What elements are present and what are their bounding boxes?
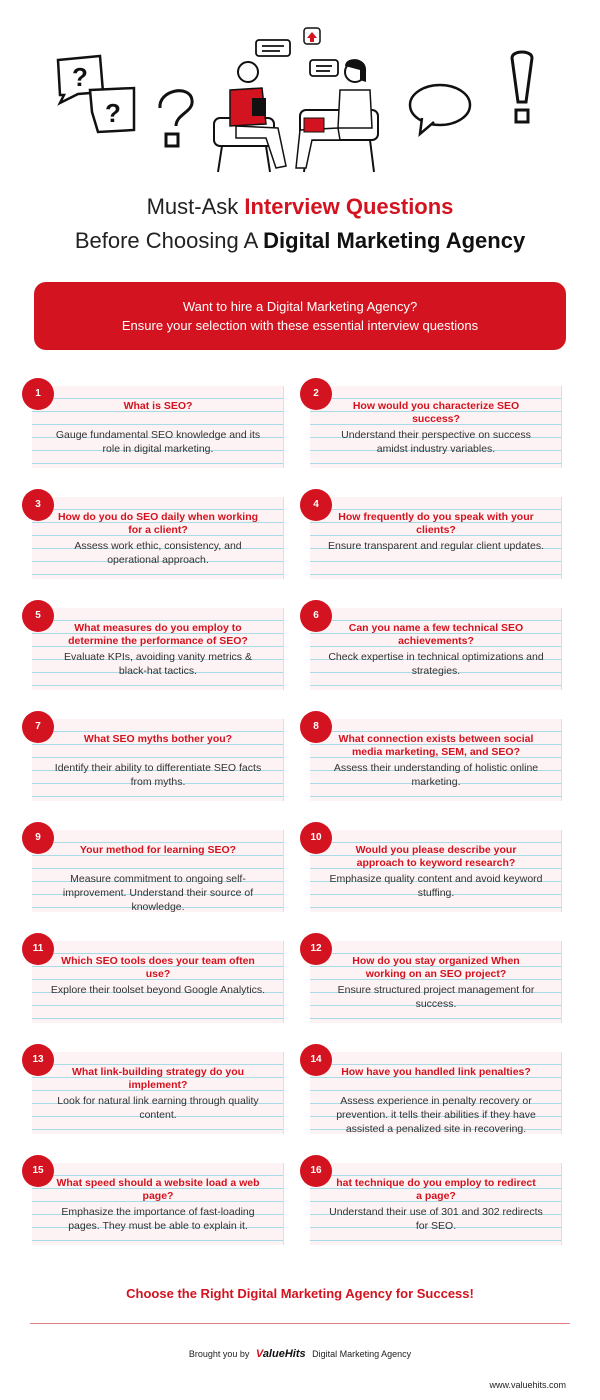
card-number-badge: 9 bbox=[22, 822, 54, 854]
card-number-badge: 16 bbox=[300, 1155, 332, 1187]
card-number-badge: 2 bbox=[300, 378, 332, 410]
card-number-badge: 15 bbox=[22, 1155, 54, 1187]
card-question: What link-building strategy do you implement? bbox=[71, 1066, 245, 1091]
intro-banner bbox=[34, 282, 566, 350]
footer-cta: Choose the Right Digital Marketing Agency for Success! bbox=[126, 1286, 474, 1301]
brought-suffix: Digital Marketing Agency bbox=[312, 1349, 412, 1359]
question-card bbox=[300, 378, 562, 468]
title-line2-prefix: Before Choosing A bbox=[74, 228, 264, 253]
card-number-badge: 7 bbox=[22, 711, 54, 743]
card-question: What is SEO? bbox=[123, 400, 193, 412]
card-number-badge: 5 bbox=[22, 600, 54, 632]
card-answer: Emphasize quality content and avoid keyword stuffing. bbox=[329, 873, 543, 899]
card-answer: Ensure structured project management for success. bbox=[337, 984, 535, 1010]
card-number-badge: 8 bbox=[300, 711, 332, 743]
question-card bbox=[22, 600, 284, 690]
brought-prefix: Brought you by bbox=[188, 1349, 250, 1359]
card-answer: Gauge fundamental SEO knowledge and its role in digital marketing. bbox=[55, 429, 261, 455]
banner-line2: Ensure your selection with these essential interview questions bbox=[121, 318, 479, 333]
card-answer: Understand their use of 301 and 302 redirects for SEO. bbox=[329, 1206, 543, 1232]
valuehits-logo: ValueHits bbox=[255, 1348, 306, 1360]
card-number-badge: 6 bbox=[300, 600, 332, 632]
card-question: hat technique do you employ to redirect a page? bbox=[336, 1177, 536, 1202]
title-line2-highlight: Digital Marketing Agency bbox=[263, 228, 526, 253]
card-question: How frequently do you speak with your clients? bbox=[338, 511, 534, 536]
card-question: How would you characterize SEO success? bbox=[352, 400, 520, 425]
upload-arrow-icon bbox=[304, 28, 320, 44]
card-number-badge: 11 bbox=[22, 933, 54, 965]
card-number-badge: 12 bbox=[300, 933, 332, 965]
svg-text:?: ? bbox=[72, 62, 88, 92]
card-answer: Explore their toolset beyond Google Analytics. bbox=[50, 984, 266, 996]
people-illustration bbox=[214, 59, 378, 172]
card-question: Your method for learning SEO? bbox=[79, 844, 237, 856]
question-card bbox=[300, 933, 562, 1023]
card-number-badge: 13 bbox=[22, 1044, 54, 1076]
card-question: How do you do SEO daily when working for a client? bbox=[57, 511, 259, 536]
speech-bubble-icon bbox=[410, 85, 470, 134]
hero-illustration bbox=[0, 0, 600, 185]
site-url: www.valuehits.com bbox=[489, 1380, 566, 1390]
card-question: Can you name a few technical SEO achievements? bbox=[348, 622, 524, 647]
card-answer: Identify their ability to differentiate SEO facts from myths. bbox=[54, 762, 262, 788]
card-answer: Understand their perspective on success amidst industry variables. bbox=[341, 429, 531, 455]
brought-by bbox=[0, 1348, 600, 1360]
card-answer: Evaluate KPIs, avoiding vanity metrics & black-hat tactics. bbox=[64, 651, 252, 677]
page-title bbox=[0, 190, 600, 258]
question-card bbox=[22, 1044, 284, 1134]
divider bbox=[30, 1323, 570, 1324]
question-card bbox=[22, 933, 284, 1023]
card-number-badge: 10 bbox=[300, 822, 332, 854]
question-card bbox=[22, 378, 284, 468]
card-answer: Emphasize the importance of fast-loading pages. They must be able to explain it. bbox=[61, 1206, 255, 1232]
card-answer: Assess work ethic, consistency, and operational approach. bbox=[74, 540, 242, 566]
question-card bbox=[300, 1155, 562, 1245]
card-question: Would you please describe your approach to keyword research? bbox=[355, 844, 517, 869]
card-answer: Check expertise in technical optimizations and strategies. bbox=[328, 651, 544, 677]
card-question: What SEO myths bother you? bbox=[83, 733, 233, 745]
title-line1-prefix: Must-Ask bbox=[146, 194, 245, 219]
card-question: How have you handled link penalties? bbox=[341, 1066, 531, 1078]
card-question: What connection exists between social media marketing, SEM, and SEO? bbox=[338, 733, 534, 758]
question-card bbox=[300, 600, 562, 690]
question-card bbox=[300, 489, 562, 579]
card-question: Which SEO tools does your team often use? bbox=[61, 955, 255, 980]
exclamation-icon bbox=[512, 52, 532, 122]
question-card bbox=[22, 489, 284, 579]
card-paper bbox=[32, 941, 284, 1023]
chat-bubble-icon bbox=[310, 60, 338, 76]
question-card bbox=[300, 1044, 562, 1134]
svg-text:?: ? bbox=[105, 98, 121, 128]
card-answer: Measure commitment to ongoing self-improvement. Understand their source of knowledge. bbox=[62, 873, 254, 913]
card-paper bbox=[310, 497, 562, 579]
card-answer: Look for natural link earning through quality content. bbox=[57, 1095, 259, 1121]
card-number-badge: 14 bbox=[300, 1044, 332, 1076]
card-number-badge: 3 bbox=[22, 489, 54, 521]
card-number-badge: 1 bbox=[22, 378, 54, 410]
chat-bubble-icon bbox=[256, 40, 290, 56]
card-answer: Assess experience in penalty recovery or prevention. it tells their abilities if they have assisted a penalized site in recovering. bbox=[336, 1095, 536, 1135]
question-card bbox=[300, 822, 562, 912]
title-line1-highlight: Interview Questions bbox=[244, 194, 454, 219]
banner-line1: Want to hire a Digital Marketing Agency? bbox=[182, 299, 418, 314]
question-card bbox=[22, 711, 284, 801]
question-card bbox=[22, 1155, 284, 1245]
question-mark-icon bbox=[160, 91, 192, 146]
question-card bbox=[22, 822, 284, 912]
question-card bbox=[300, 711, 562, 801]
card-answer: Assess their understanding of holistic online marketing. bbox=[333, 762, 539, 788]
card-question: What speed should a website load a web page? bbox=[56, 1177, 260, 1202]
card-number-badge: 4 bbox=[300, 489, 332, 521]
card-answer: Ensure transparent and regular client updates. bbox=[328, 540, 544, 552]
card-question: What measures do you employ to determine the performance of SEO? bbox=[68, 622, 248, 647]
card-question: How do you stay organized When working on an SEO project? bbox=[352, 955, 520, 980]
